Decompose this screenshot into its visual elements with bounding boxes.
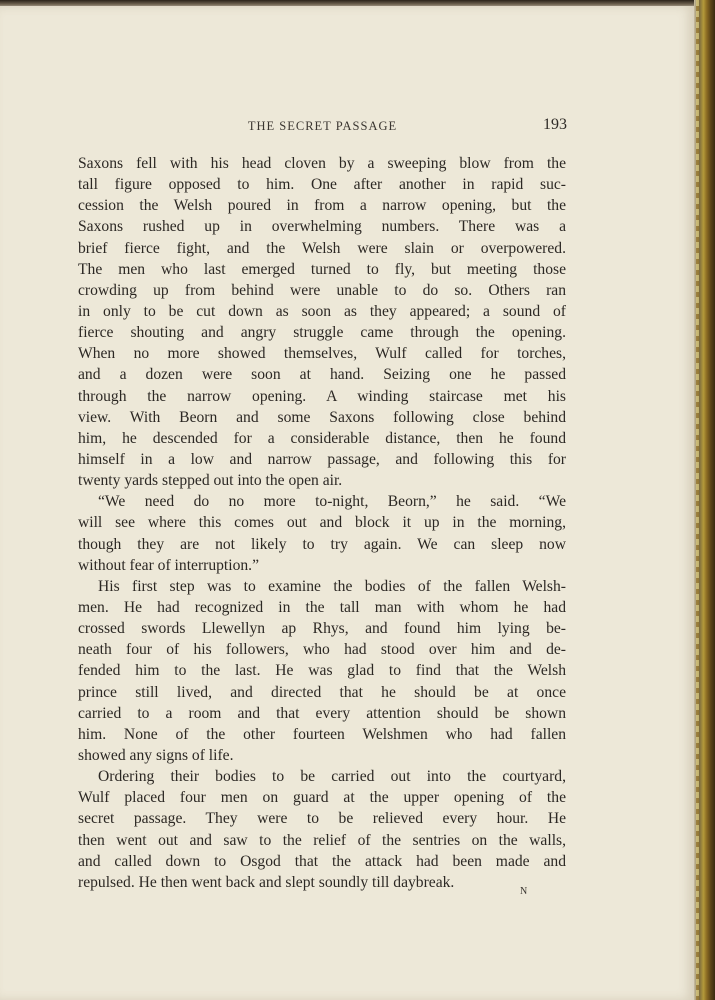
chapter-title: THE SECRET PASSAGE <box>247 119 398 133</box>
text-line: crossed swords Llewellyn ap Rhys, and found him lying be- <box>78 620 566 638</box>
spine-edge <box>696 0 699 1000</box>
text-line: himself in a low and narrow passage, and following this for <box>78 450 566 468</box>
text-line: repulsed. He then went back and slept soundly till daybreak. <box>78 873 455 891</box>
text-line: twenty yards stepped out into the open air. <box>78 472 343 490</box>
text-line: and called down to Osgod that the attack had been made and <box>78 852 566 870</box>
text-line: showed any signs of life. <box>78 746 234 764</box>
text-line: Saxons fell with his head cloven by a sweeping blow from the <box>78 155 566 172</box>
body-text <box>78 153 566 893</box>
text-line: will see where this comes out and block it up in the morning, <box>78 514 566 532</box>
text-line: him, he descended for a considerable distance, then he found <box>78 429 566 447</box>
text-line: Saxons rushed up in overwhelming numbers. There was a <box>78 218 566 236</box>
page-number: 193 <box>543 116 567 133</box>
text-line: The men who last emerged turned to fly, but meeting those <box>78 260 566 278</box>
text-line: crowding up from behind were unable to do so. Others ran <box>78 281 566 299</box>
text-line: Wulf placed four men on guard at the upper opening of the <box>78 789 566 807</box>
text-line: in only to be cut down as soon as they appeared; a sound of <box>78 302 566 320</box>
text-line: When no more showed themselves, Wulf called for torches, <box>78 345 566 363</box>
text-line: fended him to the last. He was glad to find that the Welsh <box>78 662 566 680</box>
text-line: “We need do no more to-night, Beorn,” he said. “We <box>98 493 566 511</box>
text-line: secret passage. They were to be relieved every hour. He <box>78 810 566 828</box>
text-line: brief fierce fight, and the Welsh were slain or overpowered. <box>78 239 566 257</box>
text-line: and a dozen were soon at hand. Seizing one he passed <box>78 366 566 384</box>
text-line: through the narrow opening. A winding staircase met his <box>78 387 566 405</box>
text-line: neath four of his followers, who had stood over him and de- <box>78 641 566 659</box>
text-line: view. With Beorn and some Saxons following close behind <box>78 408 566 426</box>
text-line: men. He had recognized in the tall man with whom he had <box>78 598 566 616</box>
text-line: His first step was to examine the bodies of the fallen Welsh- <box>98 577 566 595</box>
text-line: though they are not likely to try again. We can sleep now <box>78 535 566 553</box>
text-line: tall figure opposed to him. One after another in rapid suc- <box>78 176 566 194</box>
text-line: cession the Welsh poured in from a narrow opening, but the <box>78 197 566 215</box>
signature-mark: N <box>520 886 529 897</box>
text-line: prince still lived, and directed that he should be at once <box>78 683 566 701</box>
text-line: him. None of the other fourteen Welshmen who had fallen <box>78 725 566 743</box>
text-line: without fear of interruption.” <box>78 556 260 574</box>
text-line: carried to a room and that every attention should be shown <box>78 704 566 722</box>
text-line: fierce shouting and angry struggle came through the opening. <box>78 324 566 342</box>
text-line: Ordering their bodies to be carried out into the courtyard, <box>98 768 566 786</box>
text-line: then went out and saw to the relief of the sentries on the walls, <box>78 831 566 849</box>
running-head <box>78 116 567 136</box>
